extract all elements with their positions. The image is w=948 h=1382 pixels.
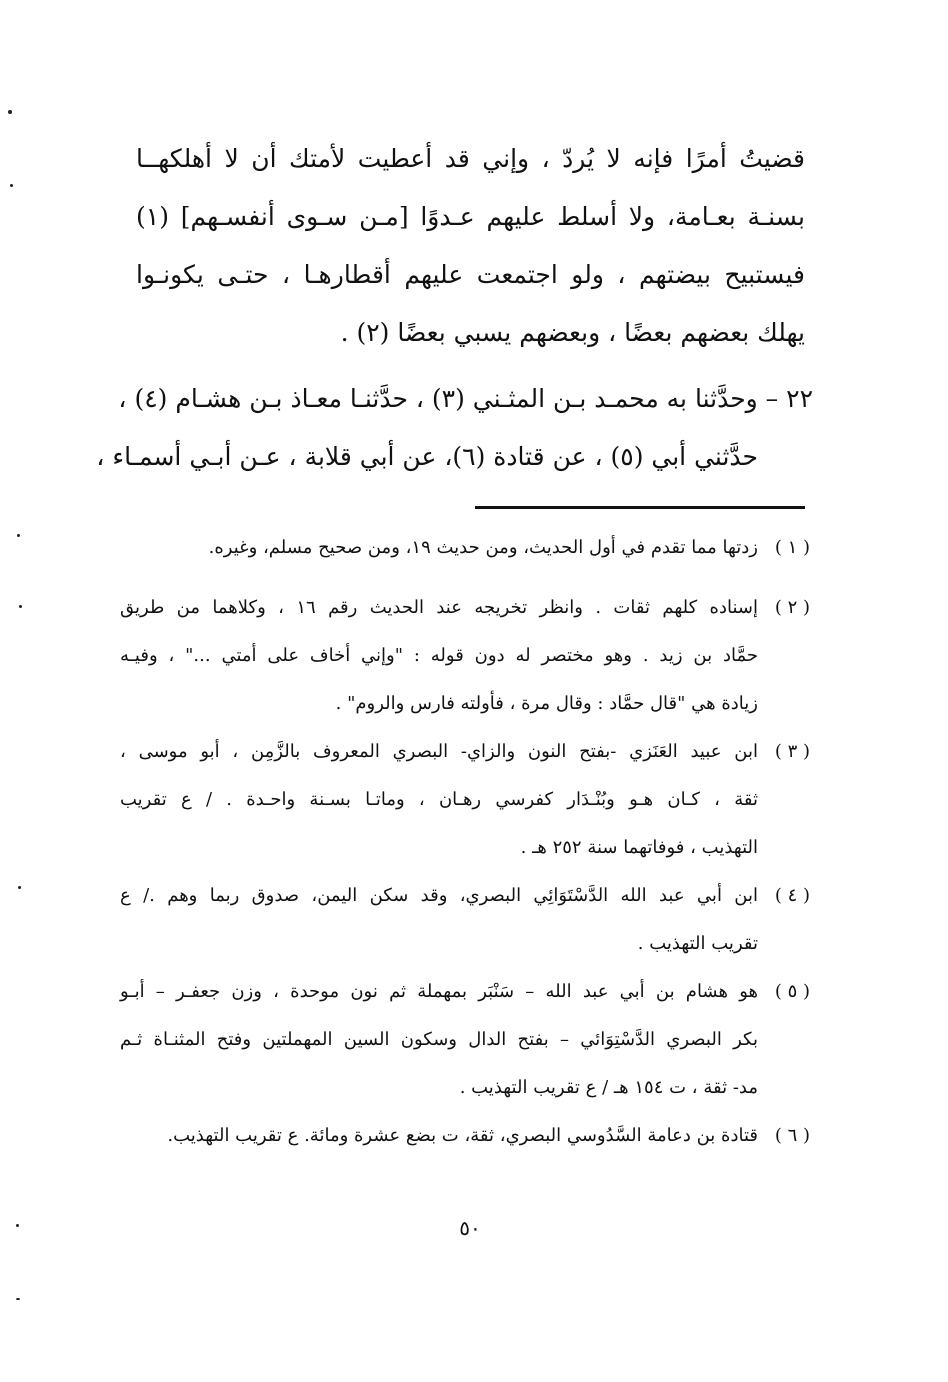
footnote-marker-4: ( ٤ ) [774, 885, 810, 906]
footnote-1-line-1: زدتها مما تقدم في أول الحديث، ومن حديث ١٩، ومن صحيح مسلم، وغيره. [208, 537, 758, 558]
footnote-4-line-2: تقريب التهذيب . [637, 933, 758, 954]
footnote-separator [475, 506, 805, 509]
hadith-22-line-2: حدَّثني أبي (٥) ، عن قتادة (٦)، عن أبي قلابة ، عـن أبـي أسمـاء ، [96, 442, 758, 471]
footnote-marker-1: ( ١ ) [774, 537, 810, 558]
footnote-6-line-1: قتادة بن دعامة السَّدُوسي البصري، ثقة، ت بضع عشرة ومائة. ع تقريب التهذيب. [167, 1125, 758, 1146]
footnote-5-line-3: مد- ثقة ، ت ١٥٤ هـ / ع تقريب التهذيب . [459, 1077, 758, 1098]
footnote-marker-6: ( ٦ ) [774, 1125, 810, 1146]
body-line-1: قضيتُ أمرًا فإنه لا يُردّ ، وإني قد أعطيت لأمتك أن لا أهلكهــا [136, 144, 805, 173]
scan-speck [17, 534, 20, 537]
footnote-5-line-1: هو هشام بن أبي عبد الله – سَنْبَر بمهملة ثم نون موحدة ، وزن جعفـر – أبـو [120, 981, 758, 1002]
footnote-2-line-3: زيادة هي "قال حمَّاد : وقال مرة ، فأولته فارس والروم" . [335, 693, 758, 714]
footnote-2-line-1: إسناده كلهم ثقات . وانظر تخريجه عند الحديث رقم ١٦ ، وكلاهما من طريق [120, 597, 758, 618]
footnote-3-line-2: ثقة ، كـان هـو وبُنْـدَار كفرسي رهـان ، وماتـا بسـنة واحـدة . / ع تقريب [120, 789, 758, 810]
body-line-2: بسنـة بعـامة، ولا أسلط عليهم عـدوًا [مـن سـوى أنفسـهم] (١) [136, 202, 805, 231]
footnote-marker-2: ( ٢ ) [774, 597, 810, 618]
footnote-3-line-1: ابن عبيد العَنَزي -بفتح النون والزاي- البصري المعروف بالزَّمِن ، أبو موسى ، [120, 741, 758, 762]
scan-speck [10, 184, 13, 187]
scan-speck [8, 110, 12, 114]
body-line-4: يهلك بعضهم بعضًا ، وبعضهم يسبي بعضًا (٢) . [340, 318, 805, 347]
footnote-4-line-1: ابن أبي عبد الله الدَّسْتَوَائِي البصري، وقد سكن اليمن، صدوق ربما وهم ./ ع [120, 885, 758, 906]
footnote-5-line-2: بكر البصري الدَّسْتِوَائي – بفتح الدال وسكون السين المهملتين وفتح المثنـاة ثـم [120, 1029, 758, 1050]
page-number: ٥٠ [459, 1216, 481, 1240]
scan-speck [16, 1298, 20, 1300]
footnote-marker-3: ( ٣ ) [774, 741, 810, 762]
footnote-marker-5: ( ٥ ) [774, 981, 810, 1002]
scan-speck [18, 886, 21, 889]
footnote-3-line-3: التهذيب ، فوفاتهما سنة ٢٥٢ هـ . [520, 837, 758, 858]
hadith-22-line-1: ٢٢ – وحدَّثنا به محمـد بـن المثـني (٣) ، حدَّثنـا معـاذ بـن هشـام (٤) ، [118, 384, 813, 413]
body-line-3: فيستبيح بيضتهم ، ولو اجتمعت عليهم أقطارهـا ، حتـى يكونـوا [136, 260, 805, 289]
footnote-2-line-2: حمَّاد بن زيد . وهو مختصر له دون قوله : "وإني أخاف على أمتي ..." ، وفيـه [120, 645, 758, 666]
scan-speck [16, 1224, 19, 1227]
scan-speck [19, 605, 22, 608]
